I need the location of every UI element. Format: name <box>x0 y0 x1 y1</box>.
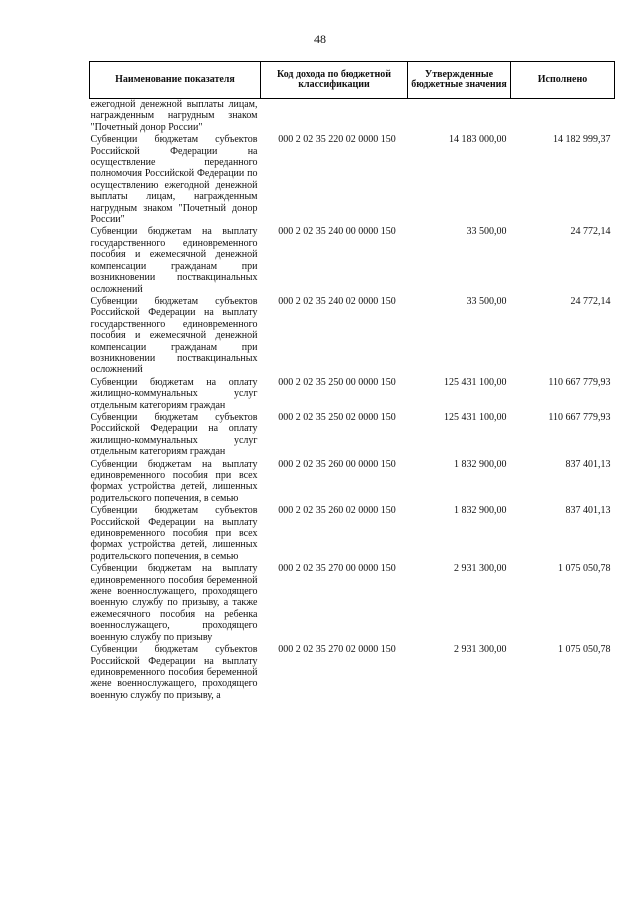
header-income-code: Код дохода по бюджетной классификации <box>261 62 408 99</box>
executed-value-cell: 24 772,14 <box>570 295 611 307</box>
table-row <box>90 644 615 702</box>
executed-value-cell: 1 075 050,78 <box>558 644 611 656</box>
page-number: 48 <box>314 32 326 46</box>
income-code-cell: 000 2 02 35 270 00 0000 150 <box>278 563 396 575</box>
approved-value-cell: 2 931 300,00 <box>454 644 507 656</box>
header-indicator-name: Наименование показателя <box>90 62 261 99</box>
approved-value-cell: 1 832 900,00 <box>454 458 507 470</box>
approved-value-cell: 125 431 100,00 <box>444 411 507 423</box>
indicator-name-cell: Субвенции бюджетам на оплату жилищно-коммунальных услуг отдельным категориям граждан <box>90 376 258 411</box>
approved-value-cell: 1 832 900,00 <box>454 505 507 517</box>
approved-value-cell: 14 183 000,00 <box>449 134 507 146</box>
indicator-name-cell: Субвенции бюджетам субъектов Российской Федерации на оплату жилищно-коммунальных услуг отдельным категориям граждан <box>90 411 258 458</box>
income-code-cell: 000 2 02 35 260 02 0000 150 <box>278 505 396 517</box>
executed-value-cell: 110 667 779,93 <box>548 376 611 388</box>
income-code-cell: 000 2 02 35 270 02 0000 150 <box>278 644 396 656</box>
income-code-cell: 000 2 02 35 250 00 0000 150 <box>278 376 396 388</box>
header-approved-values: Утвержденные бюджетные значения <box>408 62 511 99</box>
table-row <box>90 134 615 226</box>
indicator-name-cell: Субвенции бюджетам на выплату единовременного пособия беременной жене военнослужащего, проходящего военную службу по призыву, а также ежемесячного пособия на ребенка военнослужащего, проходящего военную службу по призыву <box>90 563 258 643</box>
income-code-cell: 000 2 02 35 250 02 0000 150 <box>278 411 396 423</box>
executed-value-cell: 1 075 050,78 <box>558 563 611 575</box>
income-code-cell: 000 2 02 35 260 00 0000 150 <box>278 458 396 470</box>
table-row <box>90 296 615 377</box>
executed-value-cell: 837 401,13 <box>565 458 611 470</box>
indicator-name-cell: Субвенции бюджетам субъектов Российской Федерации на осуществление переданного полномочия Российской Федерации по осуществлению ежегодной денежной выплаты лицам, награжденным нагрудным знаком "Почетный донор России" <box>90 134 258 226</box>
table-row <box>90 459 615 506</box>
executed-value-cell <box>511 99 615 135</box>
table-row <box>90 563 615 644</box>
header-executed: Исполнено <box>511 62 615 99</box>
table-row <box>90 505 615 563</box>
indicator-name-cell: Субвенции бюджетам на выплату государственного единовременного пособия и ежемесячной денежной компенсации гражданам при возникновении поствакцинальных осложнений <box>90 226 258 295</box>
indicator-name-cell: Субвенции бюджетам субъектов Российской Федерации на выплату государственного единовременного пособия и ежемесячной денежной компенсации гражданам при возникновении поствакцинальных осложнений <box>90 295 258 376</box>
income-code-cell: 000 2 02 35 240 02 0000 150 <box>278 295 396 307</box>
table-row <box>90 226 615 295</box>
executed-value-cell: 110 667 779,93 <box>548 411 611 423</box>
approved-value-cell: 125 431 100,00 <box>444 376 507 388</box>
executed-value-cell: 14 182 999,37 <box>553 134 611 146</box>
executed-value-cell: 837 401,13 <box>565 505 611 517</box>
income-code-cell: 000 2 02 35 240 00 0000 150 <box>278 226 396 238</box>
table-row <box>90 412 615 459</box>
table-row <box>90 99 615 135</box>
indicator-name-cell: ежегодной денежной выплаты лицам, награжденным нагрудным знаком "Почетный донор России" <box>90 99 258 133</box>
income-code-cell: 000 2 02 35 220 02 0000 150 <box>278 134 396 146</box>
table-row <box>90 377 615 412</box>
budget-income-table <box>89 61 615 702</box>
table-header-row <box>90 62 615 99</box>
approved-value-cell <box>408 99 511 135</box>
indicator-name-cell: Субвенции бюджетам на выплату единовременного пособия при всех формах устройства детей, лишенных родительского попечения, в семью <box>90 458 258 504</box>
indicator-name-cell: Субвенции бюджетам субъектов Российской Федерации на выплату единовременного пособия беременной жене военнослужащего, проходящего военную службу по призыву, а <box>90 644 258 701</box>
approved-value-cell: 33 500,00 <box>466 226 507 238</box>
approved-value-cell: 2 931 300,00 <box>454 563 507 575</box>
indicator-name-cell: Субвенции бюджетам субъектов Российской Федерации на выплату единовременного пособия при всех формах устройства детей, лишенных родительского попечения, в семью <box>90 505 258 562</box>
approved-value-cell: 33 500,00 <box>466 295 507 307</box>
executed-value-cell: 24 772,14 <box>570 226 611 238</box>
income-code-cell <box>261 99 408 135</box>
